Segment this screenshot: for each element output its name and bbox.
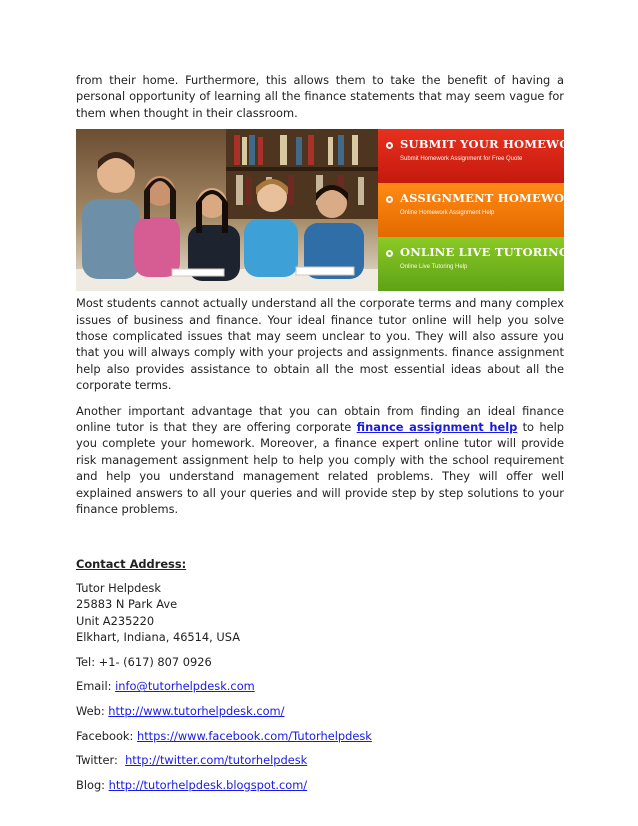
email-label: Email:	[76, 679, 116, 694]
facebook-label: Facebook:	[76, 728, 137, 743]
email-link[interactable]: info@tutorhelpdesk.com	[115, 679, 255, 694]
web-line	[76, 703, 564, 720]
intro-paragraph: from their home. Furthermore, this allows them to take the benefit of having a personal opportunity of learning all the finance statements that may seem vague for them when thought in their classroom.	[76, 73, 564, 120]
students-photo	[76, 129, 378, 291]
city-address: Elkhart, Indiana, 46514, USA	[76, 630, 240, 645]
tel-label: Tel:	[76, 654, 99, 669]
paragraph-advantage	[76, 403, 564, 518]
tutoring-banner[interactable]	[76, 129, 626, 291]
company-name: Tutor Helpdesk	[76, 580, 161, 595]
panel-title: ONLINE LIVE TUTORING	[400, 245, 569, 260]
twitter-label: Twitter:	[76, 753, 126, 768]
panel-subtitle: Online Live Tutoring Help	[400, 264, 468, 271]
twitter-link[interactable]: http://twitter.com/tutorhelpdesk	[125, 753, 308, 768]
web-label: Web:	[76, 704, 109, 719]
bullet-icon	[386, 142, 393, 149]
paragraph-text: to help you complete your homework. Moreover, a finance expert online tutor will provide risk management assignment help to help you comply with the school requirement and help you understand management related problems. They will offer well explained answers to all your queries and will provide step by step solutions to your finance problems.	[76, 420, 564, 517]
panel-subtitle: Online Homework Assignment Help	[400, 210, 495, 217]
facebook-link[interactable]: https://www.facebook.com/Tutorhelpdesk	[136, 728, 372, 743]
website-link[interactable]: http://www.tutorhelpdesk.com/	[108, 704, 285, 719]
blog-link[interactable]: http://tutorhelpdesk.blogspot.com/	[108, 777, 308, 792]
blog-label: Blog:	[76, 777, 109, 792]
unit-number: Unit A235220	[76, 613, 155, 628]
email-line	[76, 678, 564, 695]
street-address: 25883 N Park Ave	[76, 597, 178, 612]
service-panels	[378, 129, 626, 291]
address-block	[76, 580, 564, 646]
blog-line	[76, 777, 564, 794]
finance-assignment-help-link[interactable]: finance assignment help	[356, 420, 518, 435]
paragraph-corporate-terms: Most students cannot actually understand all the corporate terms and many complex issues of business and finance. Your ideal finance tutor online will help you solve those complicated issues that may seem unclear to you. They will also assure you that you will always comply with your projects and assignments. finance assignment help also provides assistance to obtain all the most essential ideas about all the corporate terms.	[76, 296, 564, 393]
panel-assignment-help[interactable]	[378, 183, 626, 237]
bullet-icon	[386, 250, 393, 257]
contact-section	[76, 557, 564, 794]
document-page	[76, 72, 626, 793]
panel-live-tutoring[interactable]	[378, 237, 569, 291]
contact-heading: Contact Address:	[76, 556, 187, 571]
paragraph-text: Another important advantage that you can obtain from finding an ideal finance online tutor is that they are offering corporate	[76, 403, 564, 435]
twitter-line	[76, 752, 564, 769]
telephone-line	[76, 654, 564, 671]
panel-title: SUBMIT YOUR HOMEWORK	[400, 137, 590, 152]
facebook-line	[76, 728, 564, 745]
panel-subtitle: Submit Homework Assignment for Free Quote	[400, 156, 523, 163]
tel-value: +1- (617) 807 0926	[98, 654, 212, 669]
panel-title: ASSIGNMENT HOMEWORK HELP	[400, 191, 626, 206]
bullet-icon	[386, 196, 393, 203]
panel-submit-homework[interactable]	[378, 129, 590, 183]
